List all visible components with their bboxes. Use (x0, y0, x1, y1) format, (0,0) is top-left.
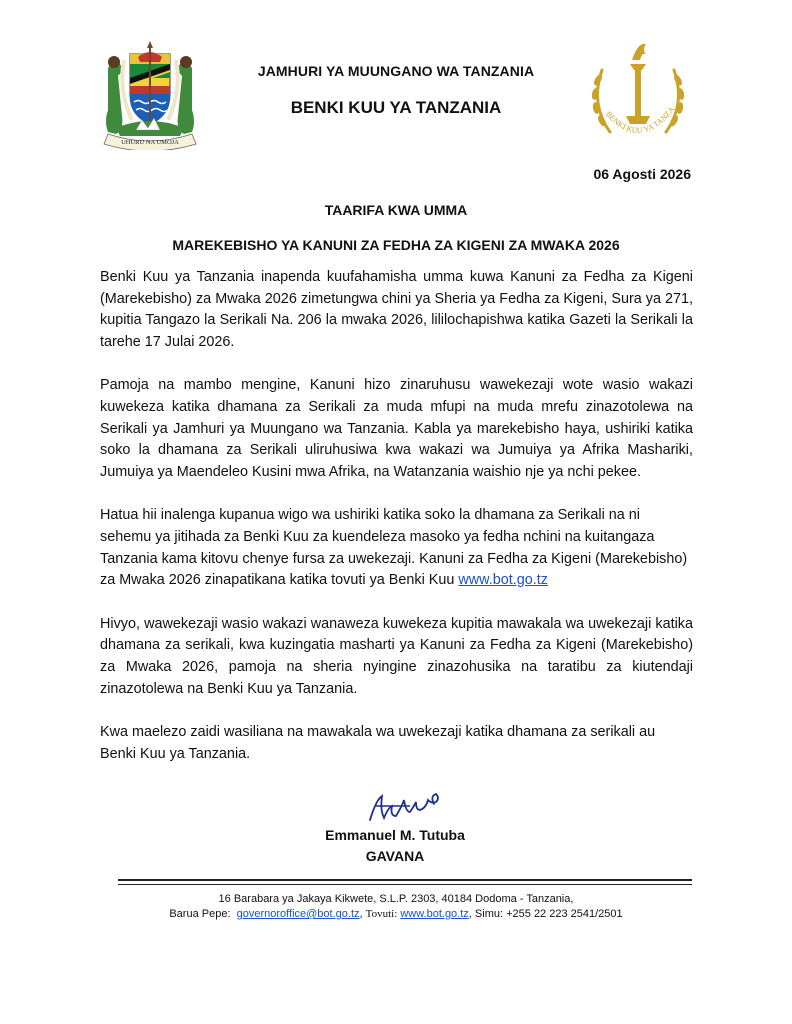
paragraph-3-text: Hatua hii inalenga kupanua wigo wa ushiriki katika soko la dhamana za Serikali na ni sehemu ya jitihada za Benki Kuu za kuendeleza masoko ya fedha nchini na kuitangaza Tanzania kama kitovu chenye fursa za uwekezaji. Kanuni za Fedha za Kigeni (Marekebisho) za Mwaka 2026 zinapatikana katika tovuti ya Benki Kuu (100, 507, 688, 589)
footer-address: 16 Barabara ya Jakaya Kikwete, S.L.P. 2303, 40184 Dodoma - Tanzania, (218, 893, 574, 905)
republic-heading: JAMHURI YA MUUNGANO WA TANZANIA (257, 63, 535, 79)
notice-title: TAARIFA KWA UMMA (324, 202, 468, 218)
coat-of-arms-motto: UHURU NA UMOJA (121, 139, 179, 146)
paragraph-3 (100, 505, 693, 591)
email-link[interactable]: governoroffice@bot.go.tz (236, 908, 360, 920)
signatory-name: Emmanuel M. Tutuba (325, 827, 465, 843)
email-label: Barua Pepe: (169, 908, 231, 920)
body-text (100, 267, 693, 787)
footer-contacts: Barua Pepe: governoroffice@bot.go.tz, Tovuti: www.bot.go.tz, Simu: +255 22 223 2541/2501 (169, 908, 623, 920)
bank-emblem-icon (580, 40, 696, 152)
document-date: 06 Agosti 2026 (593, 166, 691, 182)
bot-website-link[interactable]: www.bot.go.tz (458, 572, 548, 589)
phone-label: Simu: (474, 908, 504, 920)
footer-website-link[interactable]: www.bot.go.tz (400, 908, 469, 920)
subject-heading: MAREKEBISHO YA KANUNI ZA FEDHA ZA KIGENI ZA MWAKA 2026 (172, 237, 620, 253)
signatory-title: GAVANA (365, 848, 425, 864)
paragraph-2: Pamoja na mambo mengine, Kanuni hizo zinaruhusu wawekezaji wote wasio wakazi kuwekeza katika dhamana za Serikali za muda mfupi na muda mrefu zinazotolewa na Serikali ya Jamhuri ya Muungano wa Tanzania. Kabla ya marekebisho haya, ushiriki katika soko la dhamana za Serikali uliruhusiwa kwa wakazi wa Jumuiya ya Afrika Mashariki, Jumuiya ya Maendeleo Kusini mwa Afrika, na Watanzania waishio nje ya nchi pekee. (100, 377, 693, 480)
phone-number: +255 22 223 2541/2501 (506, 908, 623, 920)
coat-of-arms-icon (94, 40, 206, 150)
handwritten-signature (366, 792, 442, 826)
paragraph-5: Kwa maelezo zaidi wasiliana na mawakala wa uwekezaji katika dhamana za serikali au Benki Kuu ya Tanzania. (100, 724, 656, 762)
emblem-ring-text: BENKI KUU YA TANZA (604, 104, 677, 136)
footer-divider-thick (118, 879, 692, 881)
paragraph-4: Hivyo, wawekezaji wasio wakazi wanaweza kuwekeza kupitia mawakala wa uwekezaji katika dhamana za serikali, kwa kuzingatia masharti ya Kanuni za Fedha za Kigeni (Marekebisho) za Mwaka 2026, pamoja na sheria nyingine zinazohusika na taratibu za kiutendaji zinazotolewa na Benki Kuu ya Tanzania. (100, 615, 693, 697)
paragraph-1: Benki Kuu ya Tanzania inapenda kuufahamisha umma kuwa Kanuni za Fedha za Kigeni (Marekebisho) za Mwaka 2026 zimetungwa chini ya Sheria ya Fedha za Kigeni, Sura ya 271, kupitia Tangazo la Serikali Na. 206 la mwaka 2026, lililochapishwa katika Gazeti la Serikali la tarehe 17 Julai 2026. (100, 269, 693, 350)
footer-divider-thin (118, 884, 692, 885)
website-label: Tovuti: (365, 908, 398, 920)
bank-heading: BENKI KUU YA TANZANIA (290, 98, 502, 117)
